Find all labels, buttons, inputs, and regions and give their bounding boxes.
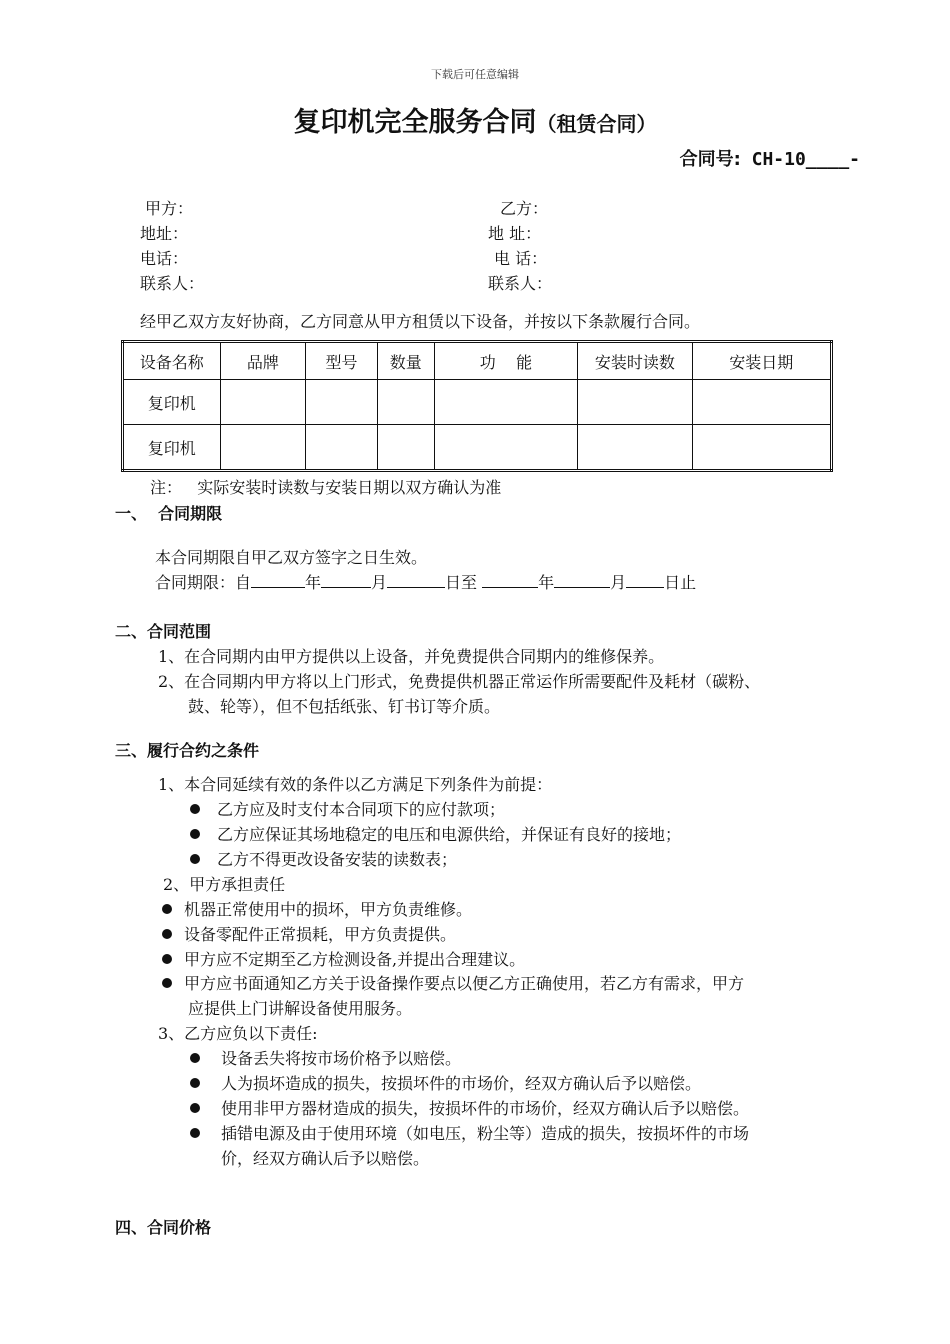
section-3-item-1: 1、本合同延续有效的条件以乙方满足下列条件为前提： (158, 775, 553, 794)
list-item (190, 1071, 701, 1094)
section-2-item-2: 2、在合同期内甲方将以上门形式，免费提供机器正常运作所需要配件及耗材（碳粉、 (158, 672, 761, 691)
table-cell (578, 380, 692, 425)
header-note: 下载后可任意编辑 (431, 68, 519, 81)
table-cell (220, 380, 306, 425)
title-main: 复印机完全服务合同 (293, 107, 537, 138)
list-item (162, 897, 472, 920)
contract-number-value: CH-10____- (740, 149, 860, 170)
list-item (190, 847, 457, 870)
bullet-text: 甲方应书面通知乙方关于设备操作要点以便乙方正确使用，若乙方有需求，甲方 (184, 974, 745, 993)
bullet-icon (190, 1128, 200, 1138)
contract-number-label: 合同号: (679, 149, 741, 170)
list-item (190, 1096, 749, 1119)
table-header-cell: 设备名称 (123, 342, 221, 380)
section-3-item-2: 2、甲方承担责任 (163, 875, 286, 894)
table-header-cell: 安装时读数 (578, 342, 692, 380)
list-item (162, 947, 525, 970)
list-item (190, 1046, 461, 1069)
start-year-blank[interactable] (251, 573, 305, 588)
bullet-text: 插错电源及由于使用环境（如电压，粉尘等）造成的损失，按损坏件的市场 (221, 1124, 750, 1143)
table-row (123, 425, 832, 471)
table-cell (377, 380, 434, 425)
table-header-cell: 品牌 (220, 342, 306, 380)
section-1-heading: 一、 合同期限 (115, 504, 223, 523)
table-note: 注： 实际安装时读数与安装日期以双方确认为准 (150, 478, 502, 497)
bullet-text: 乙方应保证其场地稳定的电压和电源供给，并保证有良好的接地； (217, 825, 682, 844)
bullet-icon (190, 854, 200, 864)
section-3-item-2-cont: 应提供上门讲解设备使用服务。 (188, 999, 413, 1018)
bullet-icon (162, 929, 172, 939)
equipment-table (121, 340, 833, 472)
list-item (162, 971, 744, 994)
list-item (190, 822, 681, 845)
section-2-heading: 二、合同范围 (115, 622, 212, 641)
section-3-item-3: 3、乙方应负以下责任: (158, 1024, 318, 1043)
table-cell (220, 425, 306, 471)
bullet-text: 人为损坏造成的损失，按损坏件的市场价，经双方确认后予以赔偿。 (221, 1074, 702, 1093)
bullet-text: 机器正常使用中的损坏，甲方负责维修。 (184, 900, 473, 919)
section-3-item-3-cont: 价，经双方确认后予以赔偿。 (221, 1149, 430, 1168)
table-row (123, 380, 832, 425)
table-cell (692, 380, 831, 425)
end-day-blank[interactable] (626, 573, 664, 588)
bullet-icon (190, 1103, 200, 1113)
section-4-heading: 四、合同价格 (115, 1218, 212, 1237)
bullet-text: 甲方应不定期至乙方检测设备,并提出合理建议。 (184, 950, 526, 969)
year2-label: 年 (538, 573, 555, 592)
table-cell: 复印机 (123, 380, 221, 425)
table-cell (434, 380, 578, 425)
table-header-cell: 功 能 (434, 342, 578, 380)
bullet-text: 设备零配件正常损耗，甲方负责提供。 (184, 925, 457, 944)
start-day-blank[interactable] (387, 573, 445, 588)
bullet-icon (190, 829, 200, 839)
term-label: 合同期限：自 (155, 573, 252, 592)
table-cell (306, 380, 378, 425)
party-a-label: 甲方： (145, 199, 194, 218)
bullet-icon (190, 1053, 200, 1063)
table-header-row (123, 342, 832, 380)
phone-a-label: 电话： (140, 249, 189, 268)
year-label: 年 (305, 573, 322, 592)
bullet-text: 设备丢失将按市场价格予以赔偿。 (221, 1049, 462, 1068)
contract-number (680, 145, 860, 171)
bullet-icon (162, 904, 172, 914)
intro-paragraph: 经甲乙双方友好协商，乙方同意从甲方租赁以下设备，并按以下条款履行合同。 (140, 312, 701, 331)
bullet-icon (190, 804, 200, 814)
bullet-icon (162, 954, 172, 964)
bullet-text: 乙方应及时支付本合同项下的应付款项； (217, 800, 506, 819)
title-sub: （租赁合同） (536, 112, 657, 136)
table-cell (377, 425, 434, 471)
bullet-text: 使用非甲方器材造成的损失，按损坏件的市场价，经双方确认后予以赔偿。 (221, 1099, 750, 1118)
list-item (190, 1121, 749, 1144)
bullet-icon (190, 1078, 200, 1088)
party-b-label: 乙方： (500, 199, 549, 218)
phone-b-label: 电 话： (494, 249, 548, 268)
table-cell: 复印机 (123, 425, 221, 471)
address-b-label: 地 址： (488, 224, 542, 243)
list-item (190, 797, 505, 820)
end-year-blank[interactable] (482, 573, 538, 588)
contact-b-label: 联系人： (488, 274, 553, 293)
table-cell (692, 425, 831, 471)
contract-term-line (155, 570, 696, 593)
bullet-icon (162, 978, 172, 988)
table-header-cell: 安装日期 (692, 342, 831, 380)
contact-a-label: 联系人： (140, 274, 205, 293)
section-1-line-1: 本合同期限自甲乙双方签字之日生效。 (155, 548, 428, 567)
day-to-label: 日至 (445, 573, 483, 592)
table-cell (434, 425, 578, 471)
section-2-item-1: 1、在合同期内由甲方提供以上设备，并免费提供合同期内的维修保养。 (158, 647, 665, 666)
month-label: 月 (371, 573, 388, 592)
day-end-label: 日止 (664, 573, 697, 592)
table-cell (306, 425, 378, 471)
section-3-heading: 三、履行合约之条件 (115, 741, 260, 760)
document-title (0, 100, 950, 139)
start-month-blank[interactable] (321, 573, 371, 588)
table-header-cell: 数量 (377, 342, 434, 380)
section-2-item-2-cont: 鼓、轮等），但不包括纸张、钉书订等介质。 (188, 697, 501, 716)
table-cell (578, 425, 692, 471)
month2-label: 月 (610, 573, 627, 592)
address-a-label: 地址： (140, 224, 189, 243)
table-header-cell: 型号 (306, 342, 378, 380)
bullet-text: 乙方不得更改设备安装的读数表； (217, 850, 458, 869)
list-item (162, 922, 456, 945)
end-month-blank[interactable] (554, 573, 610, 588)
